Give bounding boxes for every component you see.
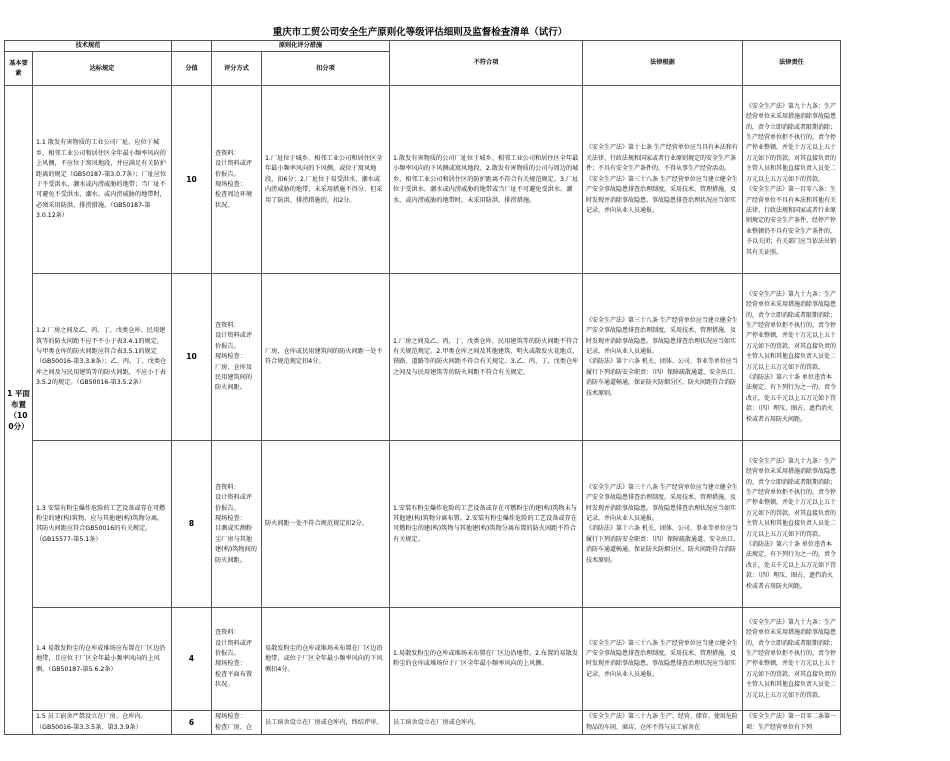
header-legal-liability: 法律责任: [743, 41, 841, 86]
method-cell: 查资料： 设计资料或评价报告。 现场检查： 厂房、仓库及民用建筑间的防火间距。: [212, 274, 262, 441]
rule-cell: 1.2 厂房之间及乙、丙、丁、戊类仓库、民用建筑等的防火间距不应不不小于表3.4.1的规定，与甲类仓库的防火间距应符合表3.5.1的规定（GB50016-第3.3.8条）；乙、丙、丁、戊类仓库之间及与民用建筑等的防火间距，不应小于表3.5.2的规定。（GB50016-第3.5.2条）: [33, 274, 172, 441]
deduction-cell: 员工宿舍设立在厂房或仓库内，终结评审。: [262, 711, 390, 735]
legal-liability-cell: 《安全生产法》第九十九条：生产经营单位未采用措施消除事故隐患的，责令立即消除或者限期消除；生产经营单位拒不执行的，责令停产停业整顿，并处十万元以上五十万元如下的罚款，对其直接负责的主管人员和其他直接负责人员处二万元以上五万元如下的罚款。 《消防法》第六十条 单位违背本法规定，有下列行为之一的，责令改正，处五千元以上五万元如下罚款：（四）埋压、圈占、遮挡消火栓或者占用防火间距。: [743, 274, 841, 441]
header-nonconformity: 不符合项: [390, 41, 583, 86]
nonconformity-cell: 1.厂房之间及乙、丙、丁、戊类仓库、民用建筑等的防火间距不符合有关规范规定。2.甲类仓库之间及其他建筑、明火或散发火花地点、铁路、道路等的防火间距不符合有关规定。3.乙、丙、丁、戊类仓库之间及与民用建筑等的防火间距不符合有关规定。: [390, 274, 583, 441]
deduction-cell: 1.厂址位于城乡、相邻工业公司和居住区全年最小频率风向的下风侧，或位于窝风地段，扣6分；2.厂址位于易受洪水、潮水或内涝威胁的地带，未采用措施不得分，但采用了防洪、排涝措施的，扣2分。: [262, 86, 390, 274]
legal-liability-cell: 《安全生产法》第一百零二条第一项：生产经营单位有下列: [743, 711, 841, 735]
legal-basis-cell: 《安全生产法》第三十八条 生产经营单位应当建立健全生产安全事故隐患排查治理制度，采用技术、管理措施，及时发现并消除事故隐患。事故隐患排查治理状况应当如实记录，并向从业人员通报。: [583, 608, 743, 711]
score-cell: 10: [172, 274, 212, 441]
table-row: [5, 274, 841, 441]
nonconformity-cell: 1.散发有害物质的公司厂址位于城乡、相邻工业公司和居住区全年最小频率风向的下风侧或窝风地段。2.散发有害物质的公司与周边的城乡、相邻工业公司和居住区的防护距离不符合有关规范规定。3.厂址位于受洪水、潮水或内涝威胁的地带或当厂址不可避免受洪水、潮水、或内涝威胁的地带时，未采用防洪、排涝措施。: [390, 86, 583, 274]
rule-cell: 1.4 易散发粉尘的仓库或堆场应布置在厂区边沿地带，且应位于厂区全年最小频率风向的上风侧。（GB50187-第5.6.2条）: [33, 608, 172, 711]
nonconformity-cell: 1.易散发粉尘的仓库或堆场未布置在厂区边沿地带。2.布置的易散发粉尘的仓库或堆场位于厂区全年最小频率风向的上风侧。: [390, 608, 583, 711]
legal-liability-cell: 《安全生产法》第九十九条：生产经营单位未采用措施消除事故隐患的，责令立即消除或者限期消除；生产经营单位拒不执行的，责令停产停业整顿，并处十万元以上五十万元如下的罚款，对其直接负责的主管人员和其他直接负责人员处二万元以上五万元如下的罚款。: [743, 608, 841, 711]
header-legal-basis: 法律根据: [583, 41, 743, 86]
legal-basis-cell: 《安全生产法》第十七条 生产经营单位应当具有本法和有关法律、行政法规和国家或者行业原则规定的安全生产条件；不具有安全生产条件的，不得从事生产经营活动。 《安全生产法》第三十八条 生产经营单位应当建立健全生产安全事故隐患排查治理制度，采用技术、管理措施，及时发现并消除事故隐患。事故隐患排查治理状况应当如实记录，并向从业人员通报。: [583, 86, 743, 274]
header-basic-element: 基本要素: [5, 52, 33, 86]
method-cell: 查资料： 设计资料或评价报告。 现场检查： 检查周边环境状况。: [212, 86, 262, 274]
header-compliance-rule: 达标规定: [33, 52, 172, 86]
method-cell: 查资料： 设计资料或评价报告。 现场检查： 目测或实测粉尘厂房与其他建(构)筑物间的防火间距。: [212, 441, 262, 608]
table-row: [5, 441, 841, 608]
nonconformity-cell: 员工宿舍设立在厂房或仓库内。: [390, 711, 583, 735]
score-cell: 4: [172, 608, 212, 711]
document-title: 重庆市工贸公司安全生产原则化等级评估细则及监督检查清单（试行）: [272, 27, 568, 38]
rule-cell: 1.5 员工宿舍严禁设立在厂房、仓库内。（GB50016-第3.3.5条、第3.3.9条）: [33, 711, 172, 735]
score-cell: 6: [172, 711, 212, 735]
legal-liability-cell: 《安全生产法》第九十九条：生产经营单位未采用措施消除事故隐患的，责令立即消除或者限期消除；生产经营单位拒不执行的，责令停产停业整顿，并处十万元以上五十万元如下的罚款，对其直接负责的主管人员和其他直接负责人员处二万元以上五万元如下的罚款。 《安全生产法》第一百零八条：生产经营单位不具有本法和其他有关法律、行政法规和国家或者行业原则规定的安全生产条件，经停产停业整顿仍不具有安全生产条件的，予以关闭；有关部门应当依法吊销其有关证照。: [743, 86, 841, 274]
deduction-cell: 防火间距一处不符合规范规定扣2分。: [262, 441, 390, 608]
nonconformity-cell: 1.安装有粉尘爆炸危险的工艺设备或存在可燃粉尘的建(构)筑物未与其他建(构)筑物分离布置。2.安装有粉尘爆炸危险的工艺设备或存在可燃粉尘的建(构)筑物与其他建(构)筑物分离布置的防火间距不符合有关规定。: [390, 441, 583, 608]
table-row: [5, 608, 841, 711]
rule-cell: 1.3 安装有粉尘爆炸危险的工艺设备或存在可燃粉尘的建(构)筑物，应与其他建(构)筑物分离，其防火间距应符合GB50016的有关规定。（GB15577-第5.1条）: [33, 441, 172, 608]
legal-basis-cell: 《安全生产法》第三十九条 生产、经营、储存、使用危险物品的车间、商店、仓库不得与员工宿舍在: [583, 711, 743, 735]
legal-basis-cell: 《安全生产法》第三十八条 生产经营单位应当建立健全生产安全事故隐患排查治理制度，采用技术、管理措施，及时发现并消除事故隐患。事故隐患排查治理状况应当如实记录，并向从业人员通报。 《消防法》第十六条 机关、团体、公司、事业等单位应当履行下列消防安全职责：（四）保障疏散通道、安全出口、消防车通道畅通，保证防火防烟分区、防火间距符合消防技术原则。: [583, 441, 743, 608]
table-row: [5, 86, 841, 274]
legal-liability-cell: 《安全生产法》第九十九条：生产经营单位未采用措施消除事故隐患的，责令立即消除或者限期消除；生产经营单位拒不执行的，责令停产停业整顿，并处十万元以上五十万元如下的罚款，对其直接负责的主管人员和其他直接负责人员处二万元以上五万元如下的罚款。 《消防法》第六十条 单位违背本法规定，有下列行为之一的，责令改正，处五千元以上五万元如下罚款：（四）埋压、圈占、遮挡消火栓或者占用防火间距。: [743, 441, 841, 608]
rule-cell: 1.1 散发有害物质的工业公司厂址，应位于城乡、相邻工业公司和居住区全年最小频率风向的上风侧，不应位于窝风地段，并应满足有关防护距离的规定（GB50187-第3.0.7条）；厂址应位于不受洪水、潮水或内涝威胁的地带；当厂址不可避免不受洪水、潮水、或内涝威胁的地带时，必须采用防洪、排涝措施。（GB50187-第3.0.12条）: [33, 86, 172, 274]
header-scoring-measures: 原则化评分措施: [212, 41, 390, 52]
header-row-1: [5, 41, 841, 52]
table-row: [5, 711, 841, 735]
assessment-table: [4, 40, 841, 735]
header-score: 分值: [172, 52, 212, 86]
score-cell: 8: [172, 441, 212, 608]
method-cell: 现场检查： 检查厂房、仓: [212, 711, 262, 735]
score-cell: 10: [172, 86, 212, 274]
header-tech-spec: 技术规范: [5, 41, 172, 52]
deduction-cell: 易散发粉尘的仓库或堆场未布置在厂区边沿地带，或位于厂区全年最小频率风向的下风侧扣4分。: [262, 608, 390, 711]
method-cell: 查资料： 设计资料或评价报告。 现场检查： 检查平面布置状况。: [212, 608, 262, 711]
legal-basis-cell: 《安全生产法》第三十八条 生产经营单位应当建立健全生产安全事故隐患排查治理制度，采用技术、管理措施，及时发现并消除事故隐患。事故隐患排查治理状况应当如实记录，并向从业人员通报。 《消防法》第十六条 机关、团体、公司、事业等单位应当履行下列消防安全职责：（四）保障疏散通道、安全出口、消防车通道畅通，保证防火防烟分区、防火间距符合消防技术原则。: [583, 274, 743, 441]
header-scoring-method: 评分方式: [212, 52, 262, 86]
deduction-cell: 厂房、仓库或民用建筑间的防火间距一处不符合规范规定扣4分。: [262, 274, 390, 441]
header-deduction: 扣分项: [262, 52, 390, 86]
basic-element-cell: 1 平面布置（100分）: [5, 86, 33, 735]
header-blank: [172, 41, 212, 52]
